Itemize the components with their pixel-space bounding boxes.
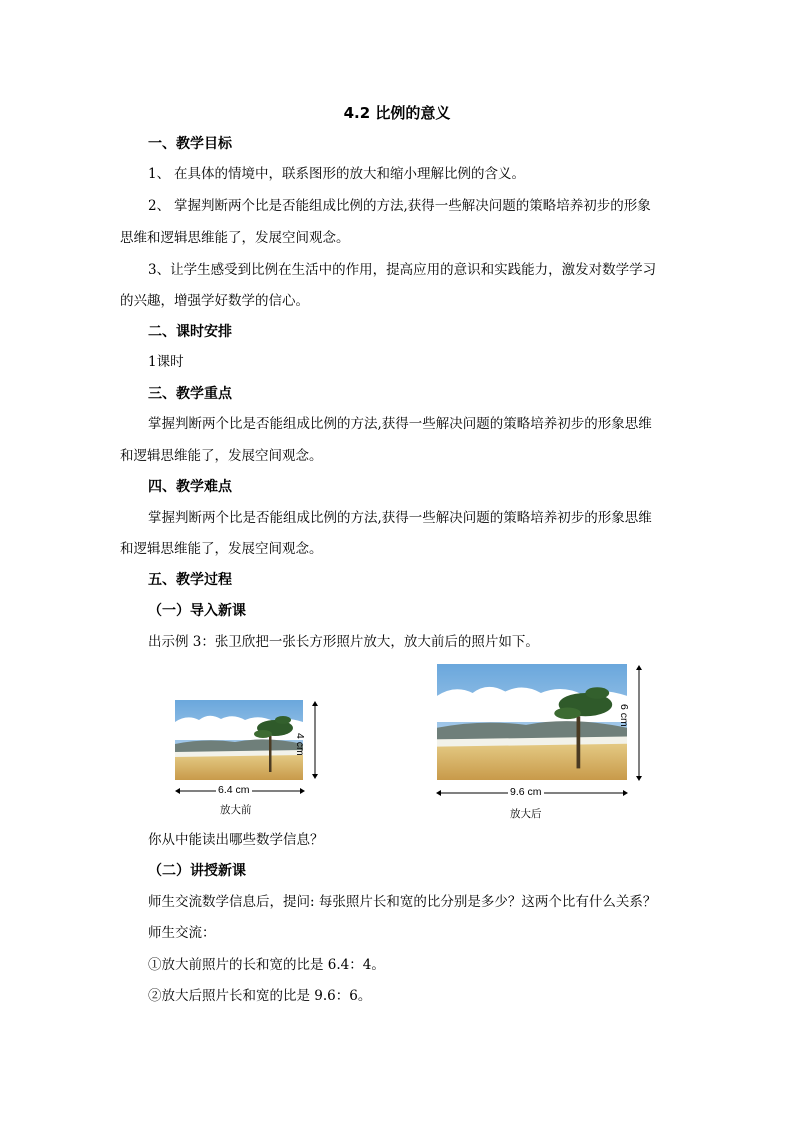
caption-before: 放大前 [220,804,252,816]
key-point-line-1: 掌握判断两个比是否能组成比例的方法,获得一些解决问题的策略培养初步的形象思维 [148,416,652,432]
document-title: 4.2 比例的意义 [343,104,451,122]
goal-1-text: 在具体的情境中，联系图形的放大和缩小理解比例的含义。 [174,166,525,182]
example-text: 出示例 3：张卫欣把一张长方形照片放大，放大前后的照片如下。 [148,634,539,650]
exchange-label: 师生交流： [148,925,216,941]
goal-3-line-1: 3、让学生感受到比例在生活中的作用，提高应用的意识和实践能力，激发对数学学习 [148,262,657,278]
width-label-before: 6.4 cm [218,784,250,796]
photo-before [175,700,303,780]
key-point-heading: 三、教学重点 [148,386,232,402]
schedule-text: 1课时 [148,354,184,370]
difficulty-line-1: 掌握判断两个比是否能组成比例的方法,获得一些解决问题的策略培养初步的形象思维 [148,510,652,526]
difficulty-line-2: 和逻辑思维能了，发展空间观念。 [120,541,323,557]
goals-heading: 一、教学目标 [148,136,232,152]
goal-2-line-2: 思维和逻辑思维能了，发展空间观念。 [120,230,350,246]
goal-2-number: 2、 [148,198,171,214]
process-heading: 五、教学过程 [148,572,232,588]
width-label-after: 9.6 cm [510,786,542,798]
exchange-question: 师生交流数学信息后，提问: 每张照片长和宽的比分别是多少？这两个比有什么关系？ [148,894,657,910]
height-label-before: 4 cm [294,733,306,756]
ratio-point-1: ①放大前照片的长和宽的比是 6.4：4。 [148,957,385,973]
key-point-line-2: 和逻辑思维能了，发展空间观念。 [120,448,323,464]
ratio-point-2: ②放大后照片长和宽的比是 9.6：6。 [148,988,372,1004]
photo-after [437,664,627,780]
height-label-after: 6 cm [618,704,630,727]
goal-1 [148,164,525,184]
lesson-subheading: （二）讲授新课 [148,863,246,879]
question-text: 你从中能读出哪些数学信息？ [148,832,324,848]
goal-3-line-2: 的兴趣，增强学好数学的信心。 [120,293,309,309]
goal-2-line-1 [148,196,651,216]
difficulty-heading: 四、教学难点 [148,479,232,495]
schedule-heading: 二、课时安排 [148,324,232,340]
landscape-image-before [175,700,303,780]
intro-subheading: （一）导入新课 [148,603,246,619]
goal-2-text: 掌握判断两个比是否能组成比例的方法,获得一些解决问题的策略培养初步的形象 [174,198,651,214]
goal-1-number: 1、 [148,166,171,182]
landscape-image-after [437,664,627,780]
caption-after: 放大后 [510,808,542,820]
